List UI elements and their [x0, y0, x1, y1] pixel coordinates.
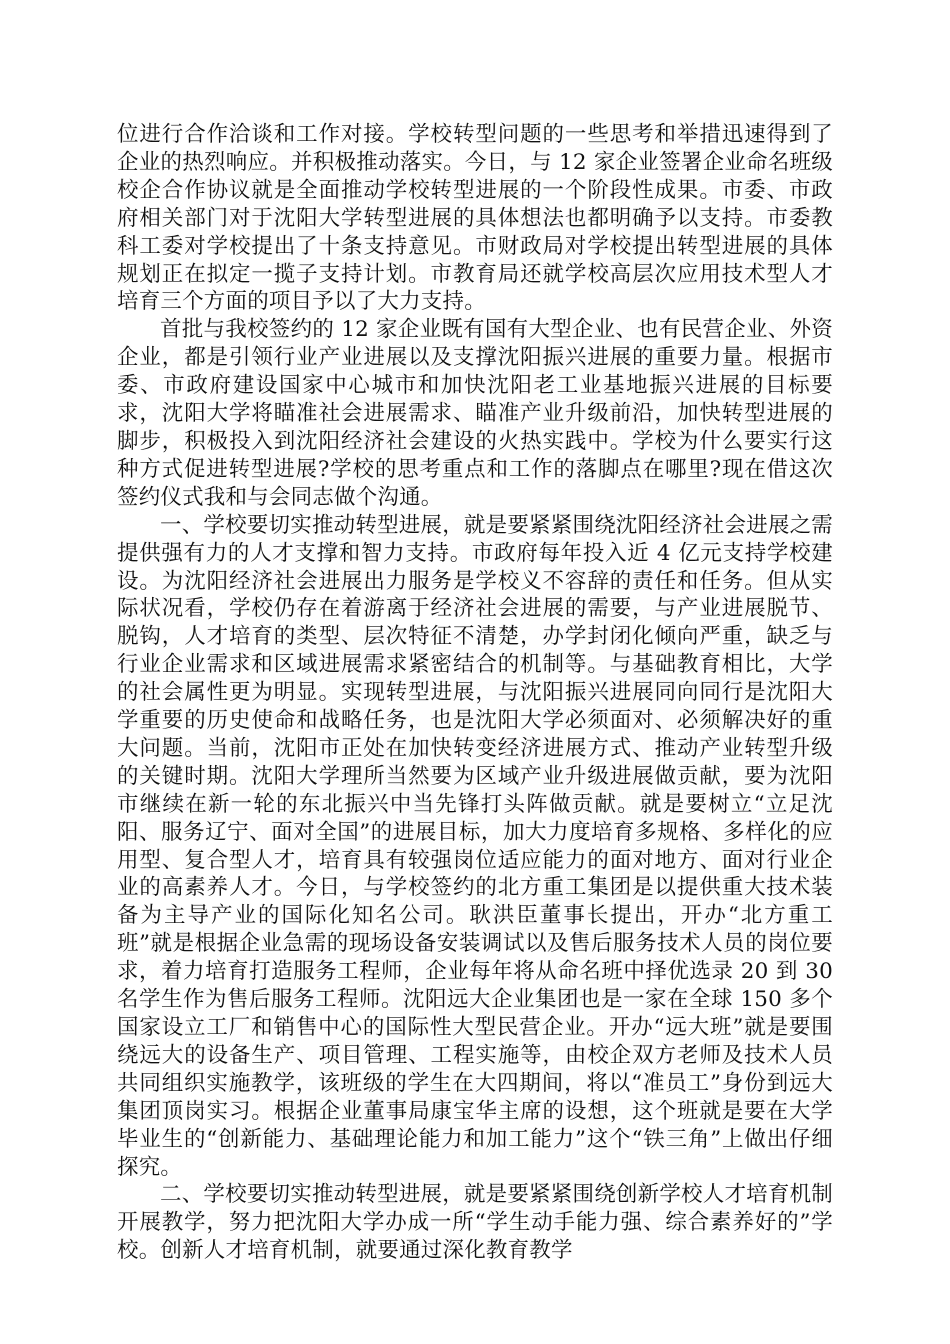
document-body	[117, 121, 833, 1265]
paragraph-point-two: 二、学校要切实推动转型进展，就是要紧紧围绕创新学校人才培育机制开展教学，努力把沈阳大学办成一所“学生动手能力强、综合素养好的”学校。创新人才培育机制，就要通过深化教育教学	[117, 1182, 833, 1264]
paragraph-continued: 位进行合作洽谈和工作对接。学校转型问题的一些思考和举措迅速得到了企业的热烈响应。并积极推动落实。今日，与 12 家企业签署企业命名班级校企合作协议就是全面推动学校转型进展的一个阶段性成果。市委、市政府相关部门对于沈阳大学转型进展的具体想法也都明确予以支持。市委教科工委对学校提出了十条支持意见。市财政局对学校提出转型进展的具体规划正在拟定一揽子支持计划。市教育局还就学校高层次应用技术型人才培育三个方面的项目予以了大力支持。	[117, 122, 833, 315]
paragraph-signing-enterprises: 首批与我校签约的 12 家企业既有国有大型企业、也有民营企业、外资企业，都是引领行业产业进展以及支撑沈阳振兴进展的重要力量。根据市委、市政府建设国家中心城市和加快沈阳老工业基地振兴进展的目标要求，沈阳大学将瞄准社会进展需求、瞄准产业升级前沿，加快转型进展的脚步，积极投入到沈阳经济社会建设的火热实践中。学校为什么要实行这种方式促进转型进展?学校的思考重点和工作的落脚点在哪里?现在借这次签约仪式我和与会同志做个沟通。	[117, 317, 833, 510]
paragraph-point-one: 一、学校要切实推动转型进展，就是要紧紧围绕沈阳经济社会进展之需提供强有力的人才支撑和智力支持。市政府每年投入近 4 亿元支持学校建设。为沈阳经济社会进展出力服务是学校义不容辞的责任和任务。但从实际状况看，学校仍存在着游离于经济社会进展的需要，与产业进展脱节、脱钩，人才培育的类型、层次特征不清楚，办学封闭化倾向严重，缺乏与行业企业需求和区域进展需求紧密结合的机制等。与基础教育相比，大学的社会属性更为明显。实现转型进展，与沈阳振兴进展同向同行是沈阳大学重要的历史使命和战略任务，也是沈阳大学必须面对、必须解决好的重大问题。当前，沈阳市正处在加快转变经济进展方式、推动产业转型升级的关键时期。沈阳大学理所当然要为区域产业升级进展做贡献，要为沈阳市继续在新一轮的东北振兴中当先锋打头阵做贡献。就是要树立“立足沈阳、服务辽宁、面对全国”的进展目标，加大力度培育多规格、多样化的应用型、复合型人才，培育具有较强岗位适应能力的面对地方、面对行业企业的高素养人才。今日，与学校签约的北方重工集团是以提供重大技术装备为主导产业的国际化知名公司。耿洪臣董事长提出，开办“北方重工班”就是根据企业急需的现场设备安装调试以及售后服务技术人员的岗位要求，着力培育打造服务工程师，企业每年将从命名班中择优选录 20 到 30 名学生作为售后服务工程师。沈阳远大企业集团也是一家在全球 150 多个国家设立工厂和销售中心的国际性大型民营企业。开办“远大班”就是要围绕远大的设备生产、项目管理、工程实施等，由校企双方老师及技术人员共同组织实施教学，该班级的学生在大四期间，将以“准员工”身份到远大集团顶岗实习。根据企业董事局康宝华主席的设想，这个班就是要在大学毕业生的“创新能力、基础理论能力和加工能力”这个“铁三角”上做出仔细探究。	[117, 512, 833, 1180]
